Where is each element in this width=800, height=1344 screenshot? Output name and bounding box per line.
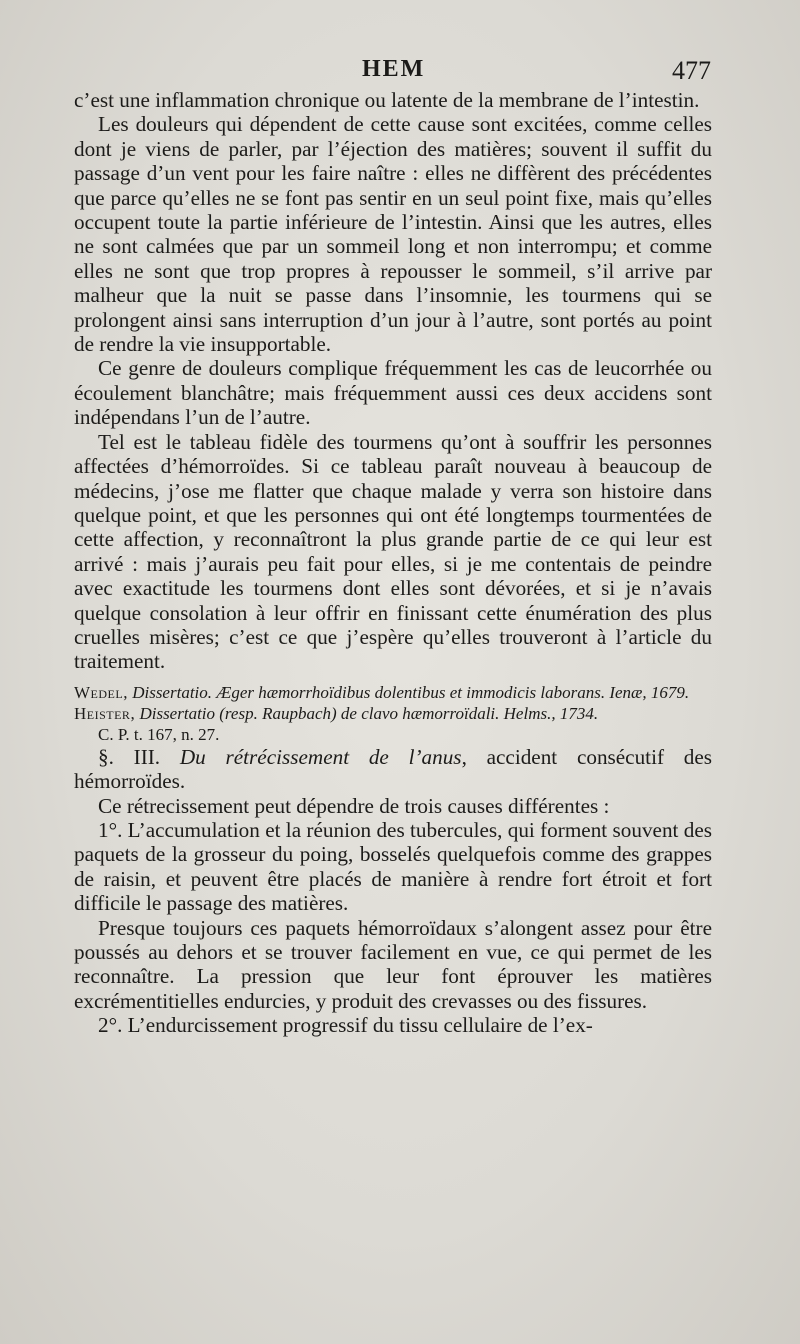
paragraph: Ce genre de douleurs complique fréquemment les cas de leucorrhée ou écoulement blanchâtre; mais fréquemment aussi ces deux accidens sont indépendans l’un de l’autre. xyxy=(74,356,712,430)
section-heading xyxy=(74,745,712,794)
bibliography-author: Wedel, xyxy=(74,682,128,702)
bibliography xyxy=(74,682,712,745)
paragraph: 2°. L’endurcissement progressif du tissu cellulaire de l’ex- xyxy=(98,1013,593,1038)
bibliography-author: Heister, xyxy=(74,703,136,723)
paragraph: Les douleurs qui dépendent de cette cause sont excitées, comme celles dont je viens de parler, par l’éjection des matières; souvent il suffit du passage d’un vent pour les faire naître : elles ne diffèrent des précédentes que parce qu’elles ne se font pas sentir en un seul point fixe, mais qu’elles occupent toute la partie inférieure de l’intestin. Ainsi que les autres, elles ne sont calmées que par un sommeil long et non interrompu; et comme elles ne sont que trop propres à repousser le sommeil, s’il arrive par malheur que la nuit se passe dans l’insomnie, les tourmens qui se prolongent ainsi sans interruption d’un jour à l’autre, sont portés au point de rendre la vie insupportable. xyxy=(74,112,712,357)
page-number: 477 xyxy=(672,56,711,85)
section-title-rest: , accident consécutif des hémorroïdes. xyxy=(74,744,713,794)
bibliography-text: Dissertatio (resp. Raupbach) de clavo hæmorroïdali. Helms., 1734. xyxy=(139,703,599,723)
paragraph: Presque toujours ces paquets hémorroïdaux s’alongent assez pour être poussés au dehors et se trouver facilement en vue, ce qui permet de les reconnaître. La pression que leur font éprouver les matières excrémentitielles endurcies, y produit des crevasses ou des fissures. xyxy=(74,915,712,1013)
section-number: §. III. xyxy=(98,744,161,769)
paragraph: Tel est le tableau fidèle des tourmens qu’ont à souffrir les personnes affectées d’hémorroïdes. Si ce tableau paraît nouveau à beaucoup de médecins, j’ose me flatter que chaque malade y verra son histoire dans quelque point, et que les personnes qui ont été longtemps tourmentées de cette affection, y reconnaîtront la plus grande partie de ce qui leur est arrivé : mais j’aurais peu fait pour elles, si je me contentais de peindre avec exactitude les tourmens dont elles sont dévorées, et si je n’avais quelque consolation à leur offrir en finissant cette énumération des plus cruelles misères; c’est ce que j’espère qu’elles trouveront à l’article du traitement. xyxy=(74,429,712,674)
section-title: Du rétrécissement de l’anus xyxy=(179,744,462,769)
bibliography-entry xyxy=(74,682,712,703)
paragraph: c’est une inflammation chronique ou latente de la membrane de l’intestin. xyxy=(74,88,700,112)
bibliography-entry xyxy=(74,703,712,724)
bibliography-reference: C. P. t. 167, n. 27. xyxy=(98,724,220,744)
page-body xyxy=(74,88,712,1038)
paragraph: 1°. L’accumulation et la réunion des tubercules, qui forment souvent des paquets de la grosseur du poing, bosselés quelquefois comme des grappes de raisin, et peuvent être placés de manière à rendre fort étroit et fort difficile le passage des matières. xyxy=(74,817,712,916)
bibliography-text: Dissertatio. Æger hæmorrhoïdibus dolentibus et immodicis laborans. Ienæ, 1679. xyxy=(132,682,690,702)
paragraph: Ce rétrecissement peut dépendre de trois causes différentes : xyxy=(98,793,610,818)
running-title: HEM xyxy=(362,56,426,82)
page-header xyxy=(0,56,800,86)
